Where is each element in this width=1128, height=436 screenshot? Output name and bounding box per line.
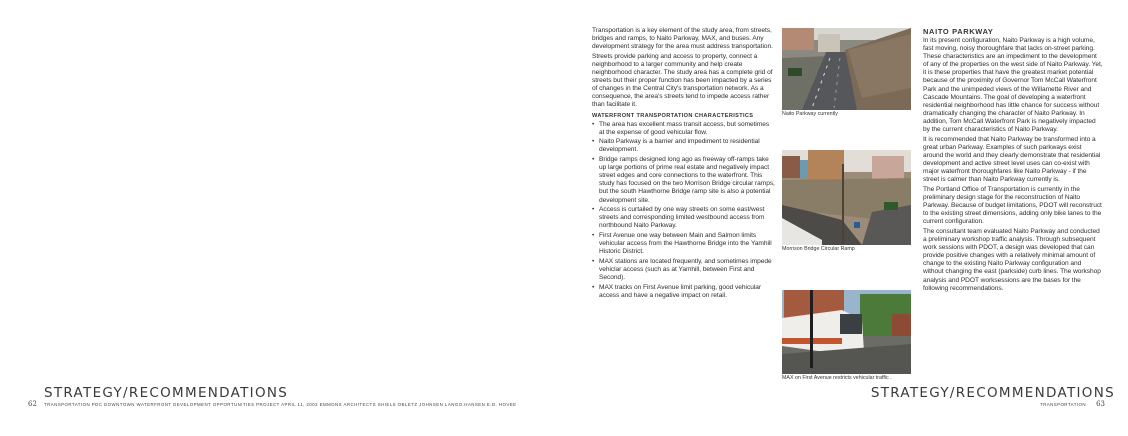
bullet-icon: •: [592, 156, 595, 164]
naito-paragraph: It is recommended that Naito Parkway be transformed into a great urban Parkway. Examples of such parkways exist around the world and they clearly demonstrate that residential development and active street level uses can co-exist with major waterfront thoroughfares like Naito Parkway - if the street is calmer than Naito Parkway currently is.: [923, 135, 1101, 184]
road-photo-icon: [782, 28, 911, 110]
characteristics-heading: WATERFRONT TRANSPORTATION CHARACTERISTICS: [592, 112, 754, 119]
photo-caption: MAX on First Avenue restricts vehicular traffic .: [782, 375, 892, 381]
lot-photo-icon: [782, 150, 911, 245]
photo-naito-parkway: [782, 28, 911, 118]
list-item-text: MAX tracks on First Avenue limit parking, good vehicular access and have a negative impact on retail.: [599, 283, 761, 299]
list-item: [592, 121, 775, 137]
intro-paragraph: Transportation is a key element of the study area, from streets, bridges and ramps, to Naito Parkway, MAX, and buses. Any development strategy for the area must address transportation.: [592, 27, 773, 51]
list-item-text: Access is curtailed by one way streets on some east/west streets and corresponding limited westbound access from northbound Naito Parkway.: [599, 206, 765, 230]
morrison-bridge-ramp-image: [782, 150, 911, 245]
list-item: [592, 138, 775, 154]
bullet-icon: •: [592, 258, 595, 265]
bullet-icon: •: [592, 138, 595, 146]
left-footer-credits: TRANSPORTATION PDC DOWNTOWN WATERFRONT DEVELOPMENT OPPORTUNITIES PROJECT APRIL 11, 2003 EMMONS ARCHITECTS SHIELS OBLETZ JOHNSEN LANGO.HANSEN E.D. HOVEE: [44, 402, 517, 407]
list-item-text: First Avenue one way between Main and Salmon limits vehicular access from the Hawthorne Bridge into the Yamhill Historic District.: [599, 232, 772, 256]
characteristics-list: [592, 121, 775, 301]
intro-paragraph: Streets provide parking and access to property, connect a neighborhood to a larger community and help create neighborhood character. The study area has a complete grid of streets but their proper function has been impacted by a series of changes in the Central City's transportation network. As a consequence, the area's streets tend to impede access rather than facilitate it.: [592, 52, 773, 109]
list-item: [592, 284, 775, 300]
list-item: [592, 258, 775, 282]
right-footer-section: TRANSPORTATION: [1039, 402, 1086, 407]
list-item-text: MAX stations are located frequently, and sometimes impede vehiclar access (such as at Yamhill, between First and Second).: [599, 258, 772, 282]
right-page-number: 63: [1096, 400, 1105, 408]
max-first-avenue-image: [782, 290, 911, 374]
list-item-text: Naito Parkway is a barrier and impediment to residential development.: [599, 138, 760, 154]
bullet-icon: •: [592, 283, 595, 291]
right-footer-title: STRATEGY/RECOMMENDATIONS: [870, 385, 1115, 401]
naito-paragraph: In its present configuration, Naito Parkway is a high volume, fast moving, noisy thoroughfare that lacks on-street parking. These characteristics are an impediment to the development of any of the properties on the west side of Naito Parkway. Yet, it is these properties that have the greatest market potential because of the proximity of Governor Tom McCall Waterfront Park and the unimpeded views of the Willamette River and Cascade Mountains. The goal of developing a waterfront residential neighborhood has little chance for success without dramatically changing the character of Naito Parkway. In addition, Tom McCall Waterfront Park is negatively impacted by the current characteristics of Naito Parkway.: [923, 37, 1103, 134]
left-page-number: 62: [28, 400, 37, 408]
transportation-text-column: [592, 27, 775, 302]
right-page: [564, 0, 1128, 436]
photo-caption: Naito Parkway currently: [782, 111, 838, 117]
list-item: [592, 156, 775, 205]
left-footer-title: STRATEGY/RECOMMENDATIONS: [44, 385, 289, 401]
bullet-icon: •: [592, 232, 595, 240]
photo-max-first-avenue: [782, 290, 911, 382]
list-item: [592, 232, 775, 256]
naito-paragraph: The Portland Office of Transportation is currently in the preliminary design stage for the reconstruction of Naito Parkway. Because of budget limitations, PDOT will reconstruct to the existing street dimensions, adding only bike lanes to the current configuration.: [923, 185, 1102, 226]
naito-parkway-column: [923, 28, 1103, 294]
list-item-text: The area has excellent mass transit access, but sometimes at the expense of good vehicular flow.: [599, 120, 770, 136]
bullet-icon: •: [592, 120, 595, 128]
bullet-icon: •: [592, 206, 595, 214]
photo-morrison-bridge-ramp: [782, 150, 911, 253]
photo-caption: Morrison Bridge Circular Ramp: [782, 246, 855, 252]
list-item: [592, 206, 775, 230]
naito-paragraph: The consultant team evaluated Naito Parkway and conducted a preliminary workshop traffic analysis. Through subsequent work sessions with PDOT, a design was developed that can provide positive changes with a relatively minimal amount of change to the existing Naito Parkway configuration and without changing the east (parkside) curb lines. The workshop analysis and PDOT worksessions are the bases for the following recommendations.: [923, 227, 1101, 292]
list-item-text: Bridge ramps designed long ago as freeway off-ramps take up large portions of prime real estate and negatively impact street edges and core connections to the waterfront. This study has focused on the two Morrison Bridge circular ramps, but the south Hawthorne Bridge ramp site is also a potential development site.: [599, 156, 775, 204]
naito-parkway-heading: NAITO PARKWAY: [923, 27, 994, 36]
naito-parkway-image: [782, 28, 911, 110]
train-photo-icon: [782, 290, 911, 374]
